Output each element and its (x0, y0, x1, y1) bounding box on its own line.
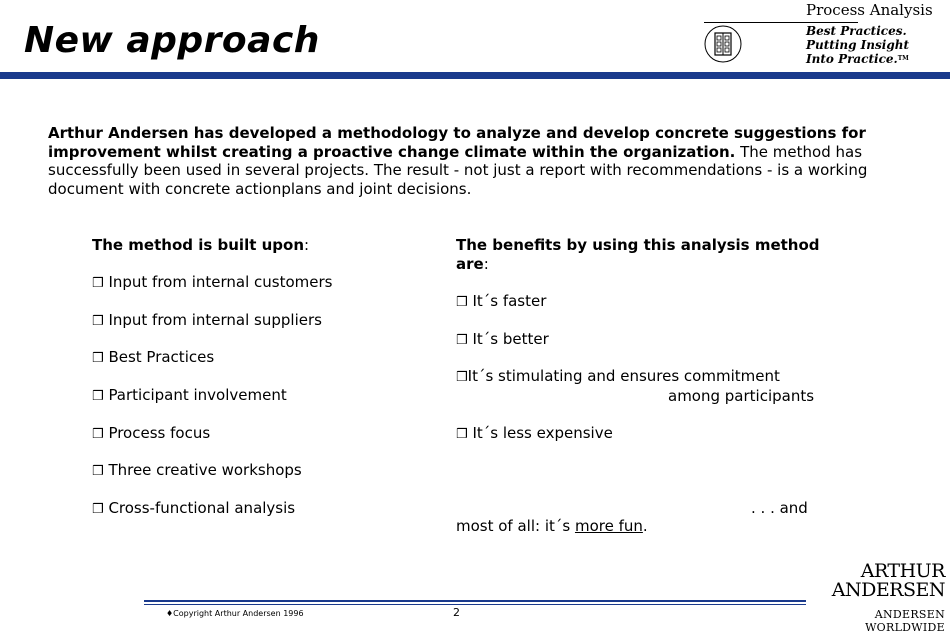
footer-rule (144, 600, 806, 602)
closing-line: most of all: it´s more fun. (456, 517, 648, 535)
checkbox-icon: ❒ (456, 370, 468, 385)
page-number: 2 (453, 606, 460, 619)
door-logo-icon (704, 25, 742, 63)
slide-title: New approach (24, 20, 320, 61)
trademark-mark: TM (897, 55, 909, 62)
diamond-icon: ♦ (166, 609, 174, 618)
tagline-line: Into Practice.™ (806, 52, 909, 66)
tagline-line: Best Practices. (806, 24, 907, 38)
list-item: ❒ It´s faster (456, 292, 547, 310)
list-item: ❒ Participant involvement (92, 386, 287, 404)
copyright-text: ♦Copyright Arthur Andersen 1996 (166, 609, 304, 618)
header-divider (704, 22, 858, 23)
closing-and: . . . and (751, 499, 808, 517)
tagline-line: Putting Insight (806, 38, 909, 52)
logo-line: ANDERSEN (831, 579, 945, 601)
footer-rule (144, 604, 806, 605)
list-item: ❒ Input from internal customers (92, 273, 333, 291)
checkbox-icon: ❒ (456, 333, 468, 348)
tagline (806, 24, 909, 66)
arthur-andersen-logo (820, 562, 945, 634)
logo-subline: ANDERSEN WORLDWIDE (865, 608, 945, 634)
section-label: Process Analysis (806, 1, 933, 19)
benefits-heading: The benefits by using this analysis method are: (456, 236, 820, 273)
checkbox-icon: ❒ (92, 427, 104, 442)
intro-paragraph (48, 124, 878, 198)
intro-text: The method has successfully been used in several projects. The result - not just a report with recommendations - is a working document with concrete actionplans and joint decisions. (48, 142, 868, 198)
logo-line: ARTHUR (860, 560, 945, 582)
header-bar (0, 72, 950, 79)
more-fun-text: more fun (574, 517, 643, 535)
checkbox-icon: ❒ (92, 314, 104, 329)
list-item: ❒ It´s better (456, 330, 549, 348)
list-item: ❒It´s stimulating and ensures commitment among participants (456, 367, 815, 405)
method-heading: The method is built upon: (92, 236, 310, 254)
intro-bold-text: Arthur Andersen has developed a methodology to analyze and develop concrete suggestions for improvement whilst creating a proactive change climate within the organization. (48, 124, 866, 161)
list-item: ❒ Input from internal suppliers (92, 311, 322, 329)
list-item: ❒ Cross-functional analysis (92, 499, 296, 517)
list-item: ❒ It´s less expensive (456, 424, 613, 442)
checkbox-icon: ❒ (456, 427, 468, 442)
checkbox-icon: ❒ (92, 351, 104, 366)
list-item-continuation: among participants (668, 387, 815, 405)
checkbox-icon: ❒ (92, 464, 104, 479)
checkbox-icon: ❒ (92, 276, 104, 291)
checkbox-icon: ❒ (456, 295, 468, 310)
list-item: ❒ Process focus (92, 424, 211, 442)
list-item: ❒ Best Practices (92, 348, 215, 366)
checkbox-icon: ❒ (92, 502, 104, 517)
list-item: ❒ Three creative workshops (92, 461, 302, 479)
checkbox-icon: ❒ (92, 389, 104, 404)
